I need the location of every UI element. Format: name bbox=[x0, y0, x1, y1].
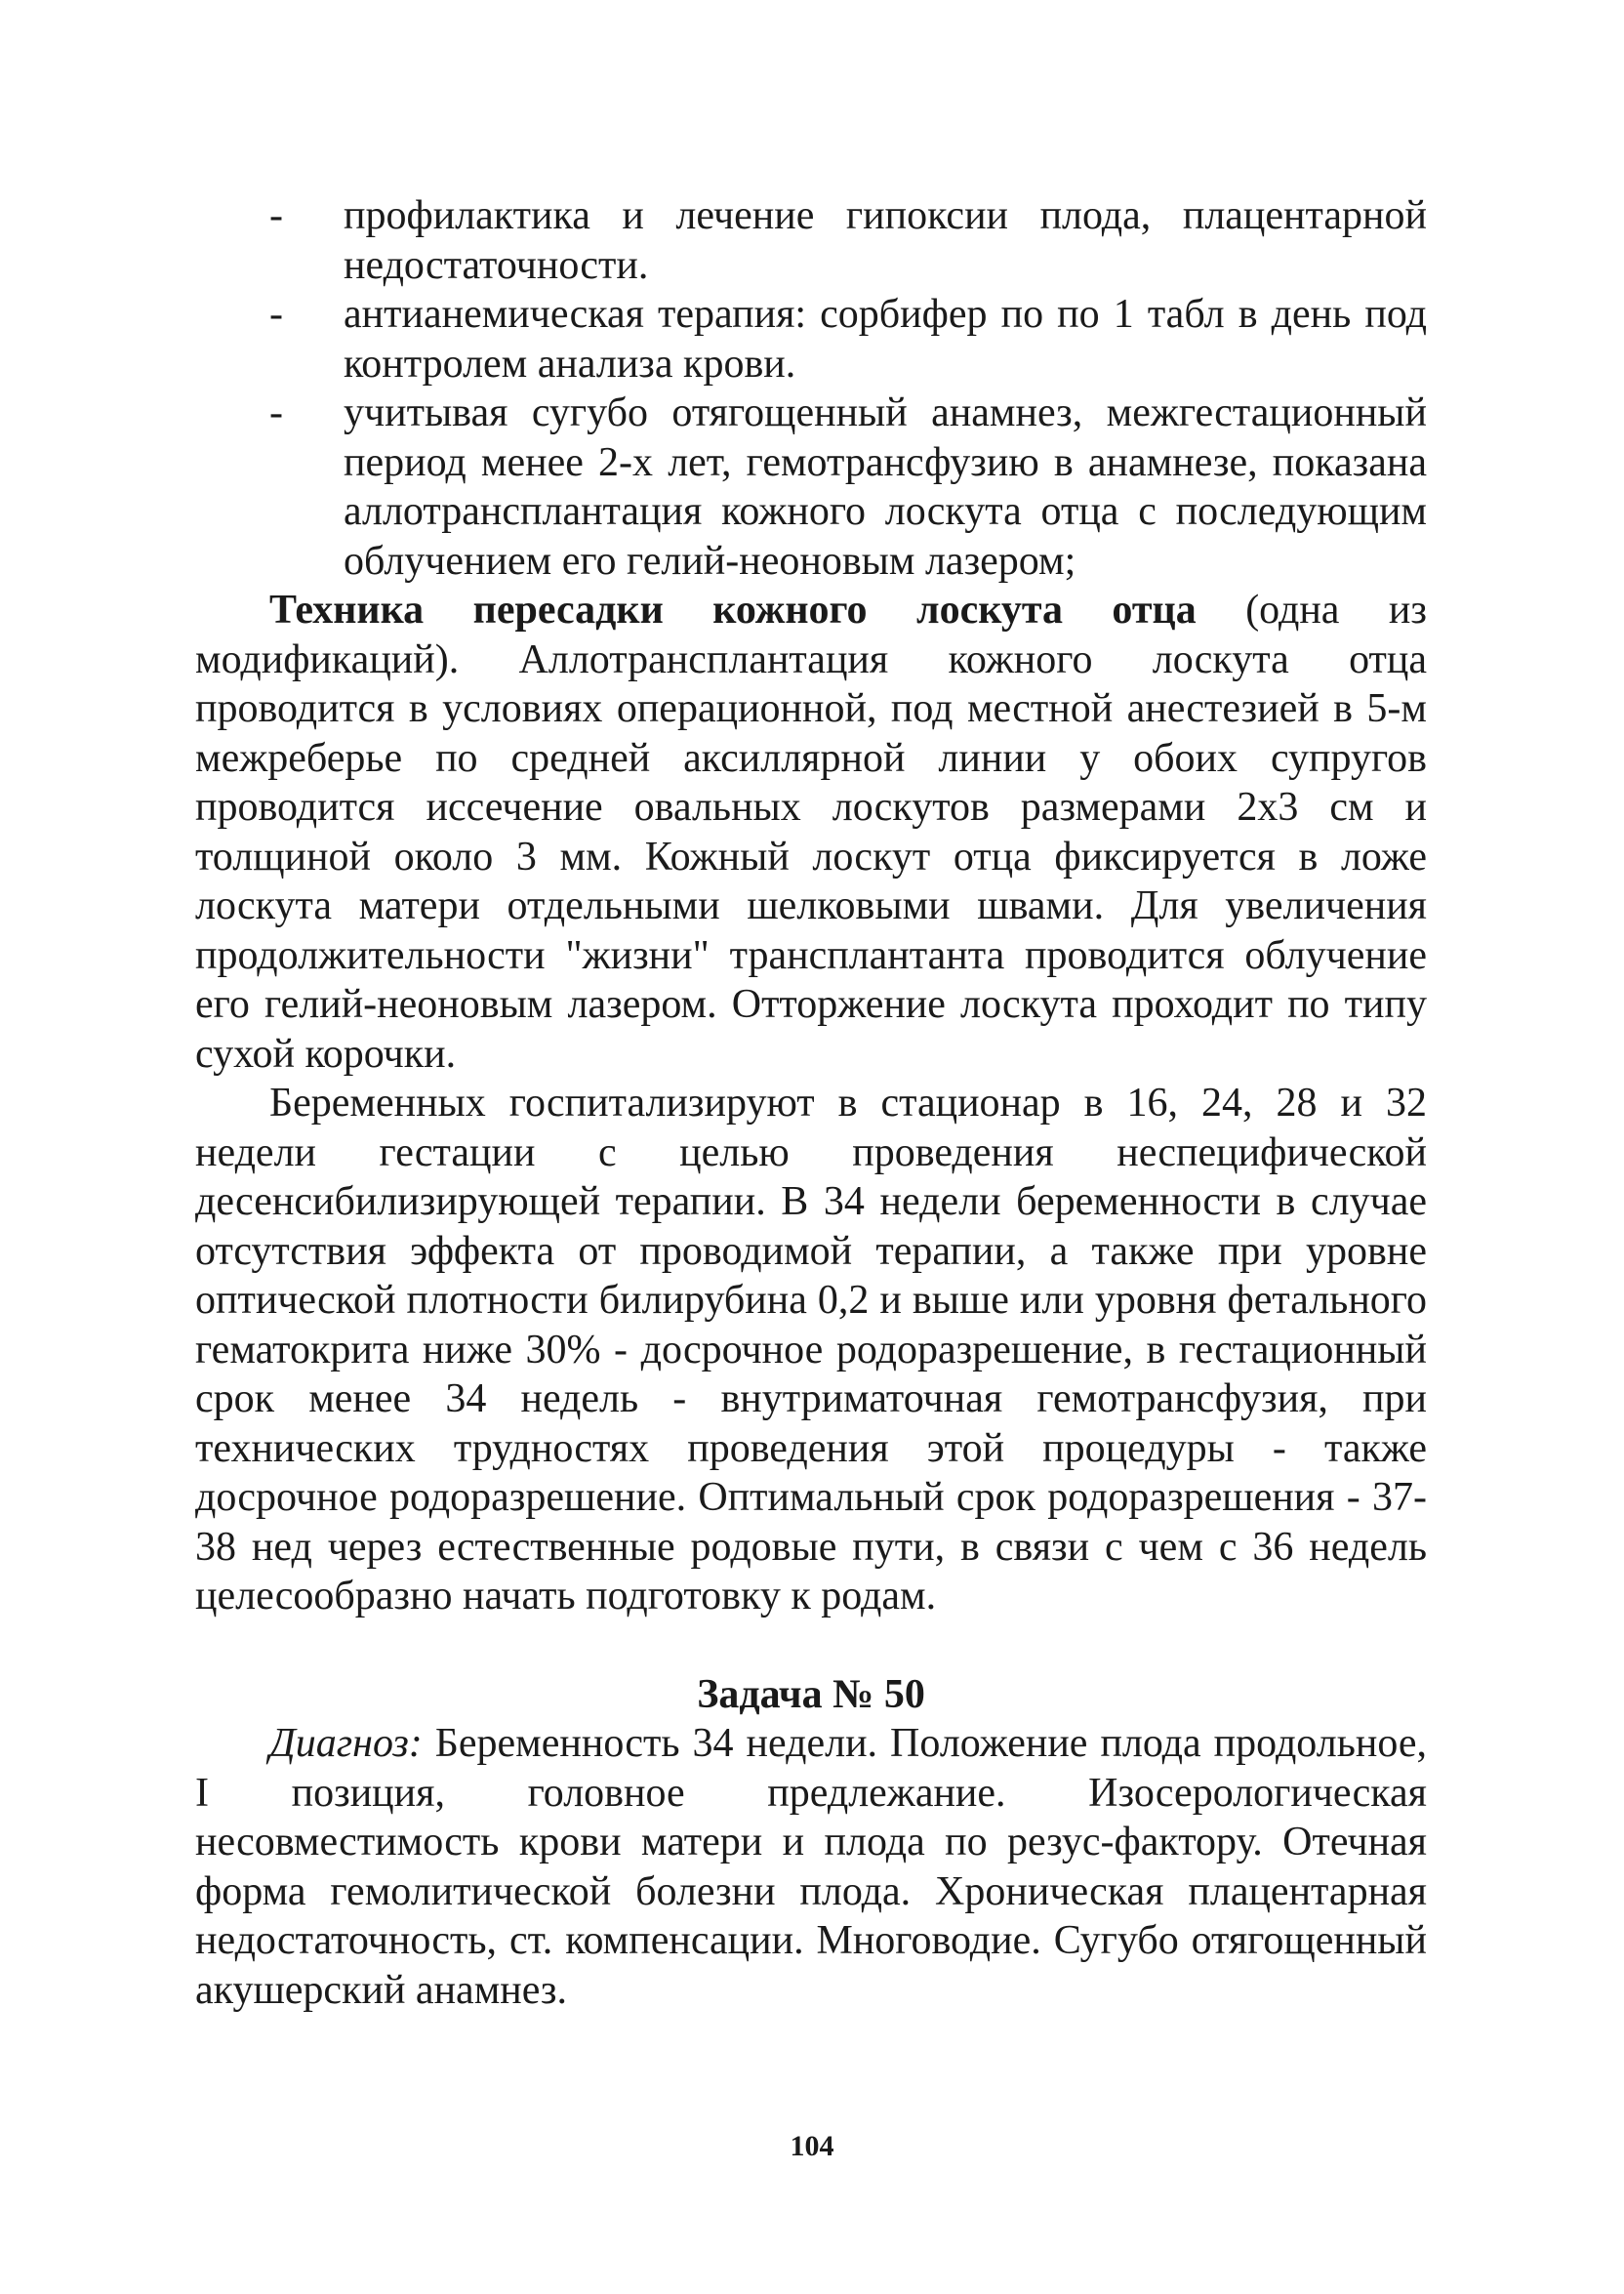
list-item-text: антианемическая терапия: сорбифер по по 1 табл в день под контролем анализа крови. bbox=[344, 292, 1427, 387]
page-content bbox=[195, 191, 1427, 2015]
technique-title: Техника пересадки кожного лоскута отца bbox=[269, 588, 1197, 633]
diagnosis-text: Беременность 34 недели. Положение плода продольное, I позиция, головное предлежание. Изосерологическая несовместимость крови матери и плода по резус-фактору. Отечная форма гемолитической болезни плода. Хроническая плацентарная недостаточность, ст. компенсации. Многоводие. Сугубо отягощенный акушерский анамнез. bbox=[195, 1721, 1427, 2013]
list-dash: - bbox=[269, 390, 283, 435]
list-dash: - bbox=[269, 292, 283, 337]
list-item-text: профилактика и лечение гипоксии плода, плацентарной недостаточности. bbox=[344, 193, 1427, 288]
technique-paragraph bbox=[195, 586, 1427, 1079]
section-spacer bbox=[195, 1621, 1427, 1670]
treatment-list bbox=[195, 191, 1427, 586]
page-number: 104 bbox=[790, 2130, 834, 2162]
task-heading: Задача № 50 bbox=[697, 1671, 925, 1717]
list-item-text: учитывая сугубо отягощенный анамнез, межгестационный период менее 2-х лет, гемотрансфузию в анамнезе, показана аллотрансплантация кожного лоскута отца с последующим облучением его гелий-неоновым лазером; bbox=[344, 390, 1427, 584]
list-item bbox=[195, 389, 1427, 586]
diagnosis-paragraph bbox=[195, 1719, 1427, 2015]
list-item bbox=[195, 290, 1427, 389]
list-item bbox=[195, 191, 1427, 290]
diagnosis-label: Диагноз: bbox=[269, 1721, 423, 1766]
hospitalization-paragraph: Беременных госпитализируют в стационар в 16, 24, 28 и 32 недели гестации с целью проведения неспецифической десенсибилизирующей терапии. В 34 недели беременности в случае отсутствия эффекта от проводимой терапии, а также при уровне оптической плотности билирубина 0,2 и выше или уровня фетального гематокрита ниже 30% - досрочное родоразрешение, в гестационный срок менее 34 недель - внутриматочная гемотрансфузия, при технических трудностях проведения этой процедуры - также досрочное родоразрешение. Оптимальный срок родоразрешения - 37-38 нед через естественные родовые пути, в связи с чем с 36 недель целесообразно начать подготовку к родам. bbox=[195, 1081, 1427, 1618]
list-dash: - bbox=[269, 193, 283, 238]
technique-body: (одна из модификаций). Аллотрансплантация кожного лоскута отца проводится в условиях операционной, под местной анестезией в 5-м межреберье по средней аксиллярной линии у обоих супругов проводится иссечение овальных лоскутов размерами 2х3 см и толщиной около 3 мм. Кожный лоскут отца фиксируется в ложе лоскута матери отдельными шелковыми швами. Для увеличения продолжительности "жизни" трансплантанта проводится облучение его гелий-неоновым лазером. Отторжение лоскута проходит по типу сухой корочки. bbox=[195, 588, 1427, 1077]
